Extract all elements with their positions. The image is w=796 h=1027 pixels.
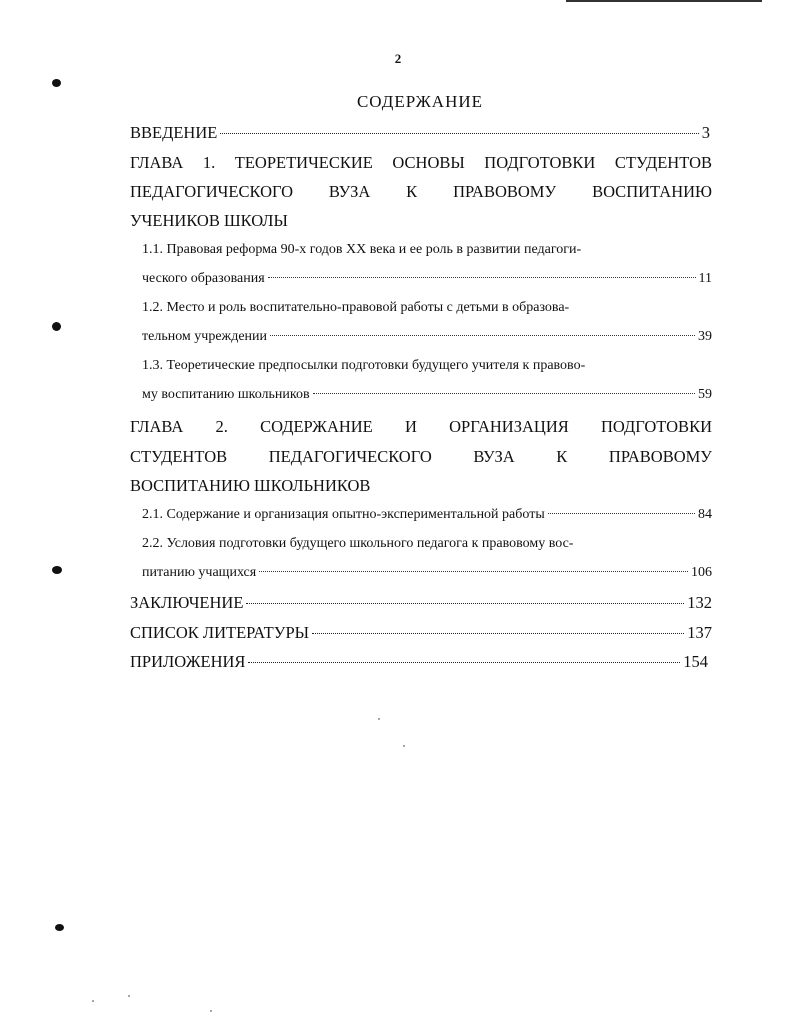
- section-2-2-line2: [142, 565, 712, 581]
- chapter2-heading-line1: ГЛАВА 2. СОДЕРЖАНИЕ И ОРГАНИЗАЦИЯ ПОДГОТОВКИ: [130, 417, 712, 436]
- toc-entry-label: ВВЕДЕНИЕ: [130, 123, 218, 142]
- toc-title: СОДЕРЖАНИЕ: [356, 92, 484, 111]
- chapter1-heading-line1: ГЛАВА 1. ТЕОРЕТИЧЕСКИЕ ОСНОВЫ ПОДГОТОВКИ СТУДЕНТОВ: [130, 153, 712, 172]
- dot-leader: [246, 603, 684, 604]
- toc-entry-label: ЗАКЛЮЧЕНИЕ: [130, 593, 244, 612]
- toc-entry-appendices: [130, 652, 708, 672]
- chapter1-heading-line2: ПЕДАГОГИЧЕСКОГО ВУЗА К ПРАВОВОМУ ВОСПИТАНИЮ: [130, 182, 712, 201]
- toc-entry-conclusion: [130, 593, 712, 613]
- dot-leader: [259, 571, 688, 572]
- scan-speck: [92, 1000, 94, 1002]
- toc-entry-intro: [130, 123, 710, 143]
- toc-entry-page: 84: [698, 507, 712, 522]
- toc-entry-references: [130, 623, 712, 643]
- section-1-3-line2: [142, 387, 712, 403]
- top-edge-line: [566, 0, 762, 2]
- section-2-2-line1: 2.2. Условия подготовки будущего школьного педагога к правовому вос-: [142, 536, 574, 551]
- toc-entry-label: тельном учреждении: [142, 329, 268, 344]
- toc-entry-page: 106: [691, 565, 712, 580]
- scan-blot: [52, 566, 62, 574]
- chapter2-heading-line2: СТУДЕНТОВ ПЕДАГОГИЧЕСКОГО ВУЗА К ПРАВОВОМУ: [130, 447, 712, 466]
- dot-leader: [220, 133, 698, 134]
- toc-entry-label: ческого образования: [142, 271, 265, 286]
- toc-entry-page: 11: [698, 271, 712, 286]
- dot-leader: [312, 633, 684, 634]
- toc-entry-page: 3: [701, 123, 710, 142]
- page-number: 2: [394, 51, 402, 66]
- dot-leader: [313, 393, 695, 394]
- scan-speck: [378, 718, 380, 720]
- scan-blot: [52, 79, 61, 87]
- toc-entry-label: 2.1. Содержание и организация опытно-экспериментальной работы: [142, 507, 545, 522]
- toc-entry-page: 59: [698, 387, 712, 402]
- toc-entry-label: му воспитанию школьников: [142, 387, 310, 402]
- toc-entry-label: ПРИЛОЖЕНИЯ: [130, 652, 246, 671]
- scan-speck: [210, 1010, 212, 1012]
- section-1-2-line2: [142, 329, 712, 345]
- toc-entry-label: питанию учащихся: [142, 565, 257, 580]
- dot-leader: [270, 335, 695, 336]
- chapter2-heading-line3: ВОСПИТАНИЮ ШКОЛЬНИКОВ: [130, 476, 371, 495]
- chapter1-heading-line3: УЧЕНИКОВ ШКОЛЫ: [130, 211, 288, 230]
- section-2-1: [142, 507, 712, 523]
- section-1-3-line1: 1.3. Теоретические предпосылки подготовки будущего учителя к правово-: [142, 358, 586, 373]
- toc-entry-page: 154: [683, 652, 708, 671]
- dot-leader: [248, 662, 680, 663]
- scan-blot: [55, 924, 64, 931]
- toc-entry-label: СПИСОК ЛИТЕРАТУРЫ: [130, 623, 310, 642]
- toc-entry-page: 39: [698, 329, 712, 344]
- dot-leader: [548, 513, 695, 514]
- scan-speck: [403, 745, 405, 747]
- section-1-1-line2: [142, 271, 712, 287]
- scan-blot: [52, 322, 61, 331]
- section-1-1-line1: 1.1. Правовая реформа 90-х годов XX века и ее роль в развитии педагоги-: [142, 242, 582, 257]
- scan-speck: [128, 995, 130, 997]
- dot-leader: [268, 277, 696, 278]
- section-1-2-line1: 1.2. Место и роль воспитательно-правовой работы с детьми в образова-: [142, 300, 570, 315]
- toc-entry-page: 132: [687, 593, 712, 612]
- toc-entry-page: 137: [687, 623, 712, 642]
